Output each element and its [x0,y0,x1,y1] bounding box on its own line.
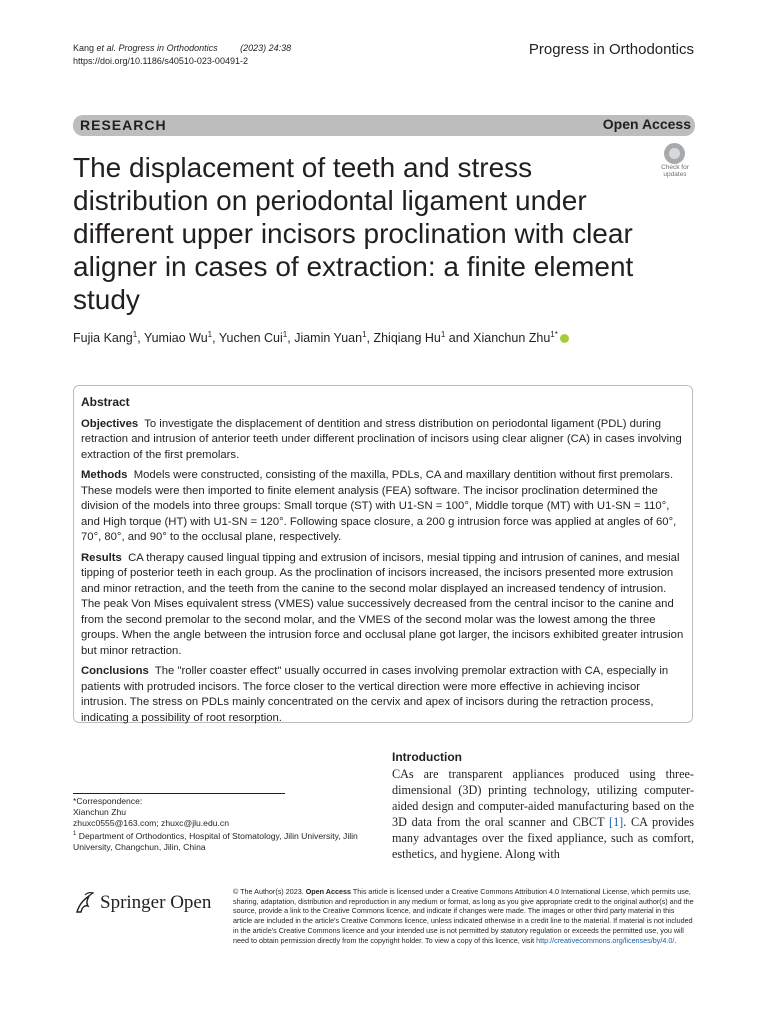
abstract-conclusions: Conclusions The "roller coaster effect" usually occurred in cases involving premolar extraction with CA, especially in patients with protruded incisors. The force closer to the vertical direction were more effective in achieving incisor intrusion. The stress on PDLs mainly concentrated on the cervix and apex of incisors during the retraction process, indicating a possibility of root resorption. [81,665,669,724]
correspondence-email[interactable]: zhuxc0555@163.com; zhuxc@jlu.edu.cn [73,818,229,828]
author-affiliation-sup: 1* [550,330,558,339]
abstract-methods: Methods Models were constructed, consisting of the maxilla, PDLs, CA and maxillary dentition without first premolars. These models were then imported to finite element analysis (FEA) software. The incisor proclination determined the division of the models into three groups: Small torque (ST) with U1-SN = 100°, Middle torque (MT) with U1-SN = 110°, and High torque (HT) with U1-SN = 120°. Following space closure, a 200 g intrusion force was applied at angles of 60°, 70°, 80°, and 90° to the occlusal plane, respectively. [81,469,677,543]
reference-link[interactable]: [1] [609,815,624,829]
author-name: Jiamin Yuan [294,331,363,346]
license-link[interactable]: http://creativecommons.org/licenses/by/4.0/ [536,935,675,945]
orcid-icon[interactable] [560,334,569,343]
introduction-text: CAs are transparent appliances produced using three-dimensional (3D) printing technology, utilizing computer-aided design and computer-aided manufacturing based on the 3D data from the oral scanner and CBCT [1]. CA provides many advantages over the fixed appliance, such as comfort, esthetics, and hygiene. Along with [392,767,694,861]
doi-link[interactable]: https://doi.org/10.1186/s40510-023-00491-2 [73,56,248,66]
correspondence [73,796,373,853]
author-name: Yumiao Wu [143,331,208,346]
check-updates-text: Check for updates [661,164,689,178]
author-list: Fujia Kang$^1$, Yumiao Wu$^1$, Yuchen Cui$^1$, Jiamin Yuan$^1$, Zhiqiang Hu$^1$ and Xianchun Zhu$^{1*}$ [73,330,569,345]
article-title: The displacement of teeth and stress distribution on periodontal ligament under different upper incisors proclination with clear aligner in cases of extraction: a finite element study [73,152,634,315]
license-text: © The Author(s) 2023. Open Access This article is licensed under a Creative Commons Attribution 4.0 International License, which permits use, sharing, adaptation, distribution and reproduction in any medium or format, as long as you give appropriate credit to the original author(s) and the source, provide a link to the Creative Commons licence, and indicate if changes were made. The images or other third party material in this article are included in the article's Creative Commons licence, unless indicated otherwise in a credit line to the material. If material is not included in the article's Creative Commons licence and your intended use is not permitted by statutory regulation or exceeds the permitted use, you will need to obtain permission directly from the copyright holder. To view a copy of this licence, visit http://creativecommons.org/licenses/by/4.0/. [233,887,694,945]
check-for-updates-badge[interactable] [655,143,695,180]
correspondence-affiliation: $^1$ Department of Orthodontics, Hospital of Stomatology, Jilin University, Jilin University, Changchun, Jilin, China [73,830,358,852]
author-affiliation-sup: 1 [132,330,138,339]
springer-open-logo: Springer Open [73,888,218,920]
correspondence-label: *Correspondence: [73,796,143,806]
author-affiliation-sup: 1 [282,330,288,339]
running-author: Kang [73,43,97,53]
author-affiliation-sup: 1 [440,330,446,339]
author-name: Yuchen Cui [218,331,283,346]
running-journal: et al. Progress in Orthodontics [96,43,218,53]
author-name: Zhiqiang Hu [373,331,441,346]
running-volume: (2023) 24:38 [240,43,292,53]
journal-name: Progress in Orthodontics [528,41,694,58]
footnote-divider [73,793,285,794]
correspondence-name: Xianchun Zhu [73,807,127,817]
author-name: Xianchun Zhu [473,331,551,346]
springer-horse-icon [73,891,95,915]
author-affiliation-sup: 1 [207,330,213,339]
author-affiliation-sup: 1 [362,330,367,339]
author-name: Fujia Kang [73,331,133,346]
introduction-heading: Introduction [392,750,462,764]
running-citation [73,42,291,68]
abstract [81,395,686,731]
abstract-heading: Abstract [81,395,130,409]
check-updates-icon [664,143,685,164]
open-access-label: Open Access [602,116,691,132]
abstract-objectives: Objectives To investigate the displacement of dentition and stress distribution on periodontal ligament (PDL) during retraction and intrusion of anterior teeth under different proclination of incisors using clear aligner (CA) in cases involving extraction of the first premolars. [81,417,682,461]
article-type-label: RESEARCH [80,117,167,133]
abstract-results: Results CA therapy caused lingual tipping and extrusion of incisors, mesial tipping and intrusion of canines, and mesial tipping of posterior teeth in each group. As the proclination of incisors increased, the incisors presented more extrusion and minor retraction, and the teeth from the canine to the second molar displayed an increased tendency of intrusion. The peak Von Mises equivalent stress (VMES) value successively decreased from the central incisor to the canine and from the second premolar to the second molar, and the VMES of the second molar was the lowest among the three groups. When the angle between the intrusion force and occlusal plane got larger, the incisors exhibited greater intrusion but minor retraction. [81,551,684,657]
